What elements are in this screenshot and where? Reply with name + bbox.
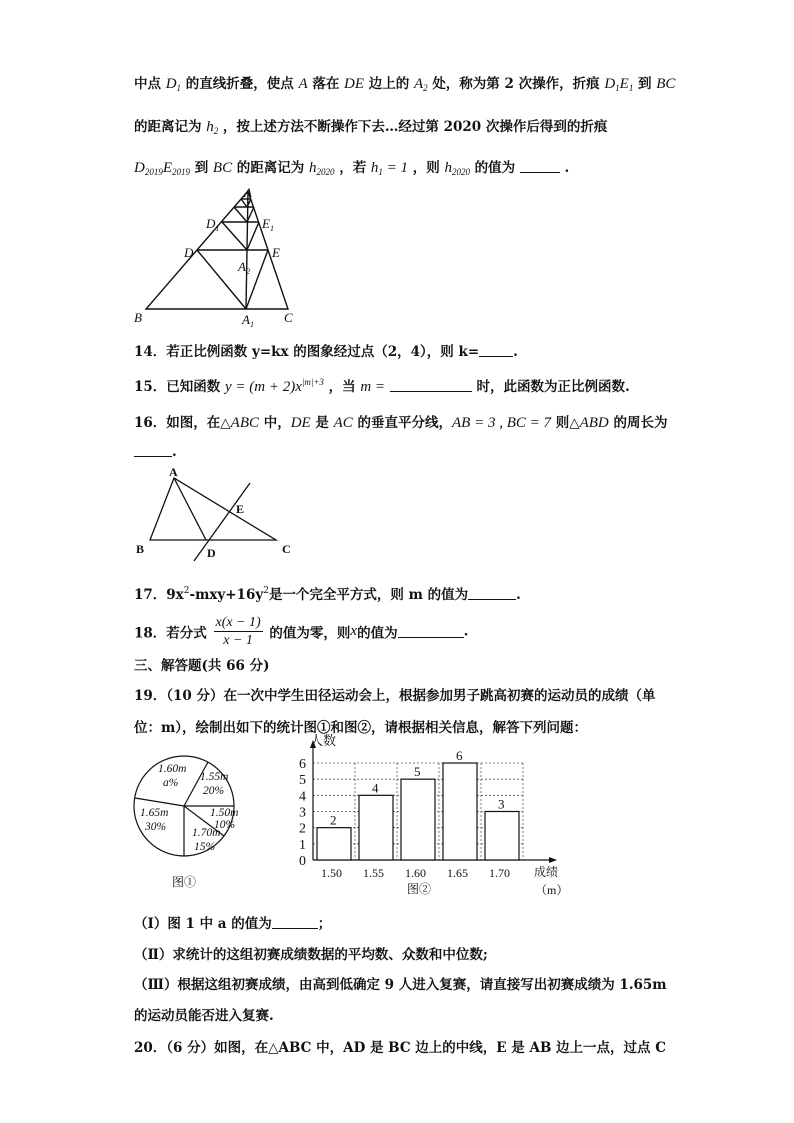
pie-caption: 图① [172,875,197,889]
math-h1: $h_1 = 1$ [370,160,409,177]
y-tick-label: 3 [299,805,306,821]
math-h2020: $h_{2020}$ [444,160,470,177]
text: 到 [638,76,652,92]
question-15 [134,375,630,396]
segment-small-5 [241,199,247,207]
math-condition: AB = 3 , BC = 7 [452,415,551,431]
math-h2: $h_2$ [206,119,219,136]
text: 落在 [312,76,340,92]
text: 14．若正比例函数 y=kx 的图象经过点（2，4），则 k= [134,344,480,360]
q13-line3 [134,156,569,177]
pie-slice-pct: a% [163,777,179,789]
label-B: B [136,542,145,556]
question-17 [134,583,521,603]
answer-blank[interactable] [479,344,513,357]
pie-slice-pct: 20% [203,785,225,797]
fraction [214,614,263,649]
question-19-line2: 位：m），绘制出如下的统计图①和图②，请根据相关信息，解答下列问题： [134,720,588,736]
y-axis-label: 人数 [310,733,337,748]
pie-slice-label: 1.50m [210,807,238,819]
pie-slice-pct: 10% [214,819,236,831]
pie-chart [128,744,238,894]
pie-slice-label: 1.60m [158,763,187,775]
text: 的值为 [357,625,398,642]
text: 的值为零，则 [269,625,351,642]
math-x: x [350,623,358,639]
text: 中， [259,415,291,431]
answer-blank[interactable] [390,379,472,392]
label-C: C [282,542,291,556]
math-BC: BC [656,76,676,92]
exponent: 2 [183,586,190,596]
label-A1: $A_1$ [242,312,254,329]
text: 的距离记为 [134,119,202,135]
text: 17．9x [134,587,184,603]
bar-value-label: 2 [330,812,337,828]
label-E: E [272,245,280,260]
math-A2: $A_2$ [413,76,428,93]
question-16 [134,411,667,432]
question-19-part3-line2: 的运动员能否进入复赛. [134,1008,274,1024]
y-tick-label: 4 [299,789,306,805]
segment-d1-a2 [222,222,247,250]
text: 则△ [551,415,580,431]
text: 是一个完全平方式，则 m 的值为 [268,587,469,603]
math-DE: DE [290,415,311,431]
math-DE: DE [344,76,365,92]
label-E: E [236,502,245,516]
bar-value-label: 4 [372,780,379,796]
text: 时，此函数为正比例函数. [476,379,630,395]
label-D1: $D_1$ [206,216,220,233]
label-D: D [207,546,216,560]
y-tick-label: 6 [299,757,306,772]
bar-value-label: 6 [456,748,463,763]
bar [359,795,393,860]
text: ，按上述方法不断操作下去…经过第 2020 次操作后得到的折痕 [222,119,608,135]
text: 到 [194,160,209,176]
pie-slice-label: 1.70m [192,827,221,839]
y-tick-label: 1 [299,837,306,853]
question-19-part2: （Ⅱ）求统计的这组初赛成绩数据的平均数、众数和中位数; [134,947,488,963]
math-D2019E2019: $D_{2019}E_{2019}$ [134,160,191,177]
text: 16．如图，在△ [134,415,231,431]
bar [443,763,477,860]
math-D1: $D_1$ [165,76,182,93]
math-ABC: ABC [230,415,260,431]
segment-small-2 [234,207,247,222]
text: 中点 [134,76,161,92]
triangle-abc [150,478,276,540]
pie-divider [135,798,184,806]
x-tick-label: 1.50 [321,866,342,880]
math-BC: BC [212,160,233,176]
text: ，则 [412,160,440,176]
question-14 [134,340,518,360]
text: 的值为 [474,160,516,176]
text: （Ⅰ）图 1 中 a 的值为 [134,916,272,932]
math-h2020: $h_{2020}$ [309,160,335,177]
text: 边上的 [368,76,410,92]
y-tick-label: 0 [299,854,306,869]
perpendicular-bisector-figure [132,465,302,565]
math-D1E1: $D_1E_1$ [604,76,634,93]
bar-chart [280,730,580,902]
x-axis-unit: （m） [535,883,569,897]
text: 15．已知函数 [134,379,221,395]
text: -mxy+16y [189,587,264,603]
pie-slice-pct: 30% [145,821,167,833]
text: 处，称为第 2 次操作，折痕 [432,76,600,92]
segment-e1-a2 [247,222,259,250]
question-19-part3-line1: （Ⅲ）根据这组初赛成绩，由高到低确定 9 人进入复赛，请直接写出初赛成绩为 1.65m [134,977,667,993]
label-E1: $E_1$ [262,216,274,233]
answer-blank[interactable] [468,587,516,600]
text: ； [317,916,332,932]
text: 是 [310,415,334,431]
bar [401,779,435,860]
label-D: D [184,245,194,260]
math-AC: AC [333,415,353,431]
pie-slice-pct: 15% [194,841,216,853]
x-tick-label: 1.60 [405,866,426,880]
x-tick-label: 1.55 [363,866,384,880]
pie-slice-label: 1.65m [140,807,169,819]
text: . [172,444,177,460]
fraction-numerator: x(x − 1) [215,615,261,630]
y-tick-label: 2 [299,821,306,837]
q13-line2 [134,115,607,136]
question-19-part1 [134,912,331,932]
text: . [463,623,469,640]
text: ，当 [328,379,356,395]
fraction-denominator: x − 1 [223,633,253,648]
answer-blank[interactable] [520,160,560,173]
label-A2: $A_2$ [238,259,250,276]
label-B: B [134,310,142,325]
pie-slice-label: 1.55m [200,771,229,783]
x-tick-label: 1.70 [489,866,510,880]
answer-blank[interactable] [398,625,464,638]
label-C: C [284,310,293,325]
answer-blank[interactable] [134,444,172,457]
question-18 [134,614,468,649]
text: ，若 [339,160,367,176]
math-ABD: ABD [579,415,609,431]
math-function: $y = (m + 2)x^{|m|+3}$ [225,377,324,395]
text: 的周长为 [608,415,668,431]
text: 的垂直平分线， [352,415,452,431]
section-heading: 三、解答题(共 66 分) [134,658,270,674]
bar-value-label: 3 [498,796,505,812]
text: . [513,344,518,360]
text: 的距离记为 [236,160,305,176]
question-16-cont [134,444,177,460]
math-A: A [298,76,308,92]
label-A: A [244,185,252,200]
question-19-line1: 19．（10 分）在一次中学生田径运动会上，根据参加男子跳高初赛的运动员的成绩（单 [134,688,656,704]
question-20-line1: 20．（6 分）如图，在△ABC 中，AD 是 BC 边上的中线，E 是 AB 边上一点，过点 C [134,1040,666,1056]
text: 的直线折叠，使点 [185,76,294,92]
answer-blank[interactable] [272,916,318,929]
x-axis-label: 成绩 [534,865,559,879]
text: . [516,587,521,603]
chart-caption: 图② [407,882,432,896]
label-A: A [169,465,178,479]
math-m: m = [360,379,386,395]
bar [317,828,351,860]
pie-divider [184,762,208,806]
fold-triangle-figure [130,185,305,330]
y-tick-label: 5 [299,773,306,789]
exponent: 2 [263,586,269,596]
text: . [564,160,570,176]
x-tick-label: 1.65 [447,866,468,880]
bar-value-label: 5 [414,764,421,780]
text: 18．若分式 [134,625,207,642]
q13-line1 [134,72,675,93]
segment-e-a1 [246,250,268,309]
bar [485,812,519,861]
x-axis-arrow [549,857,557,863]
